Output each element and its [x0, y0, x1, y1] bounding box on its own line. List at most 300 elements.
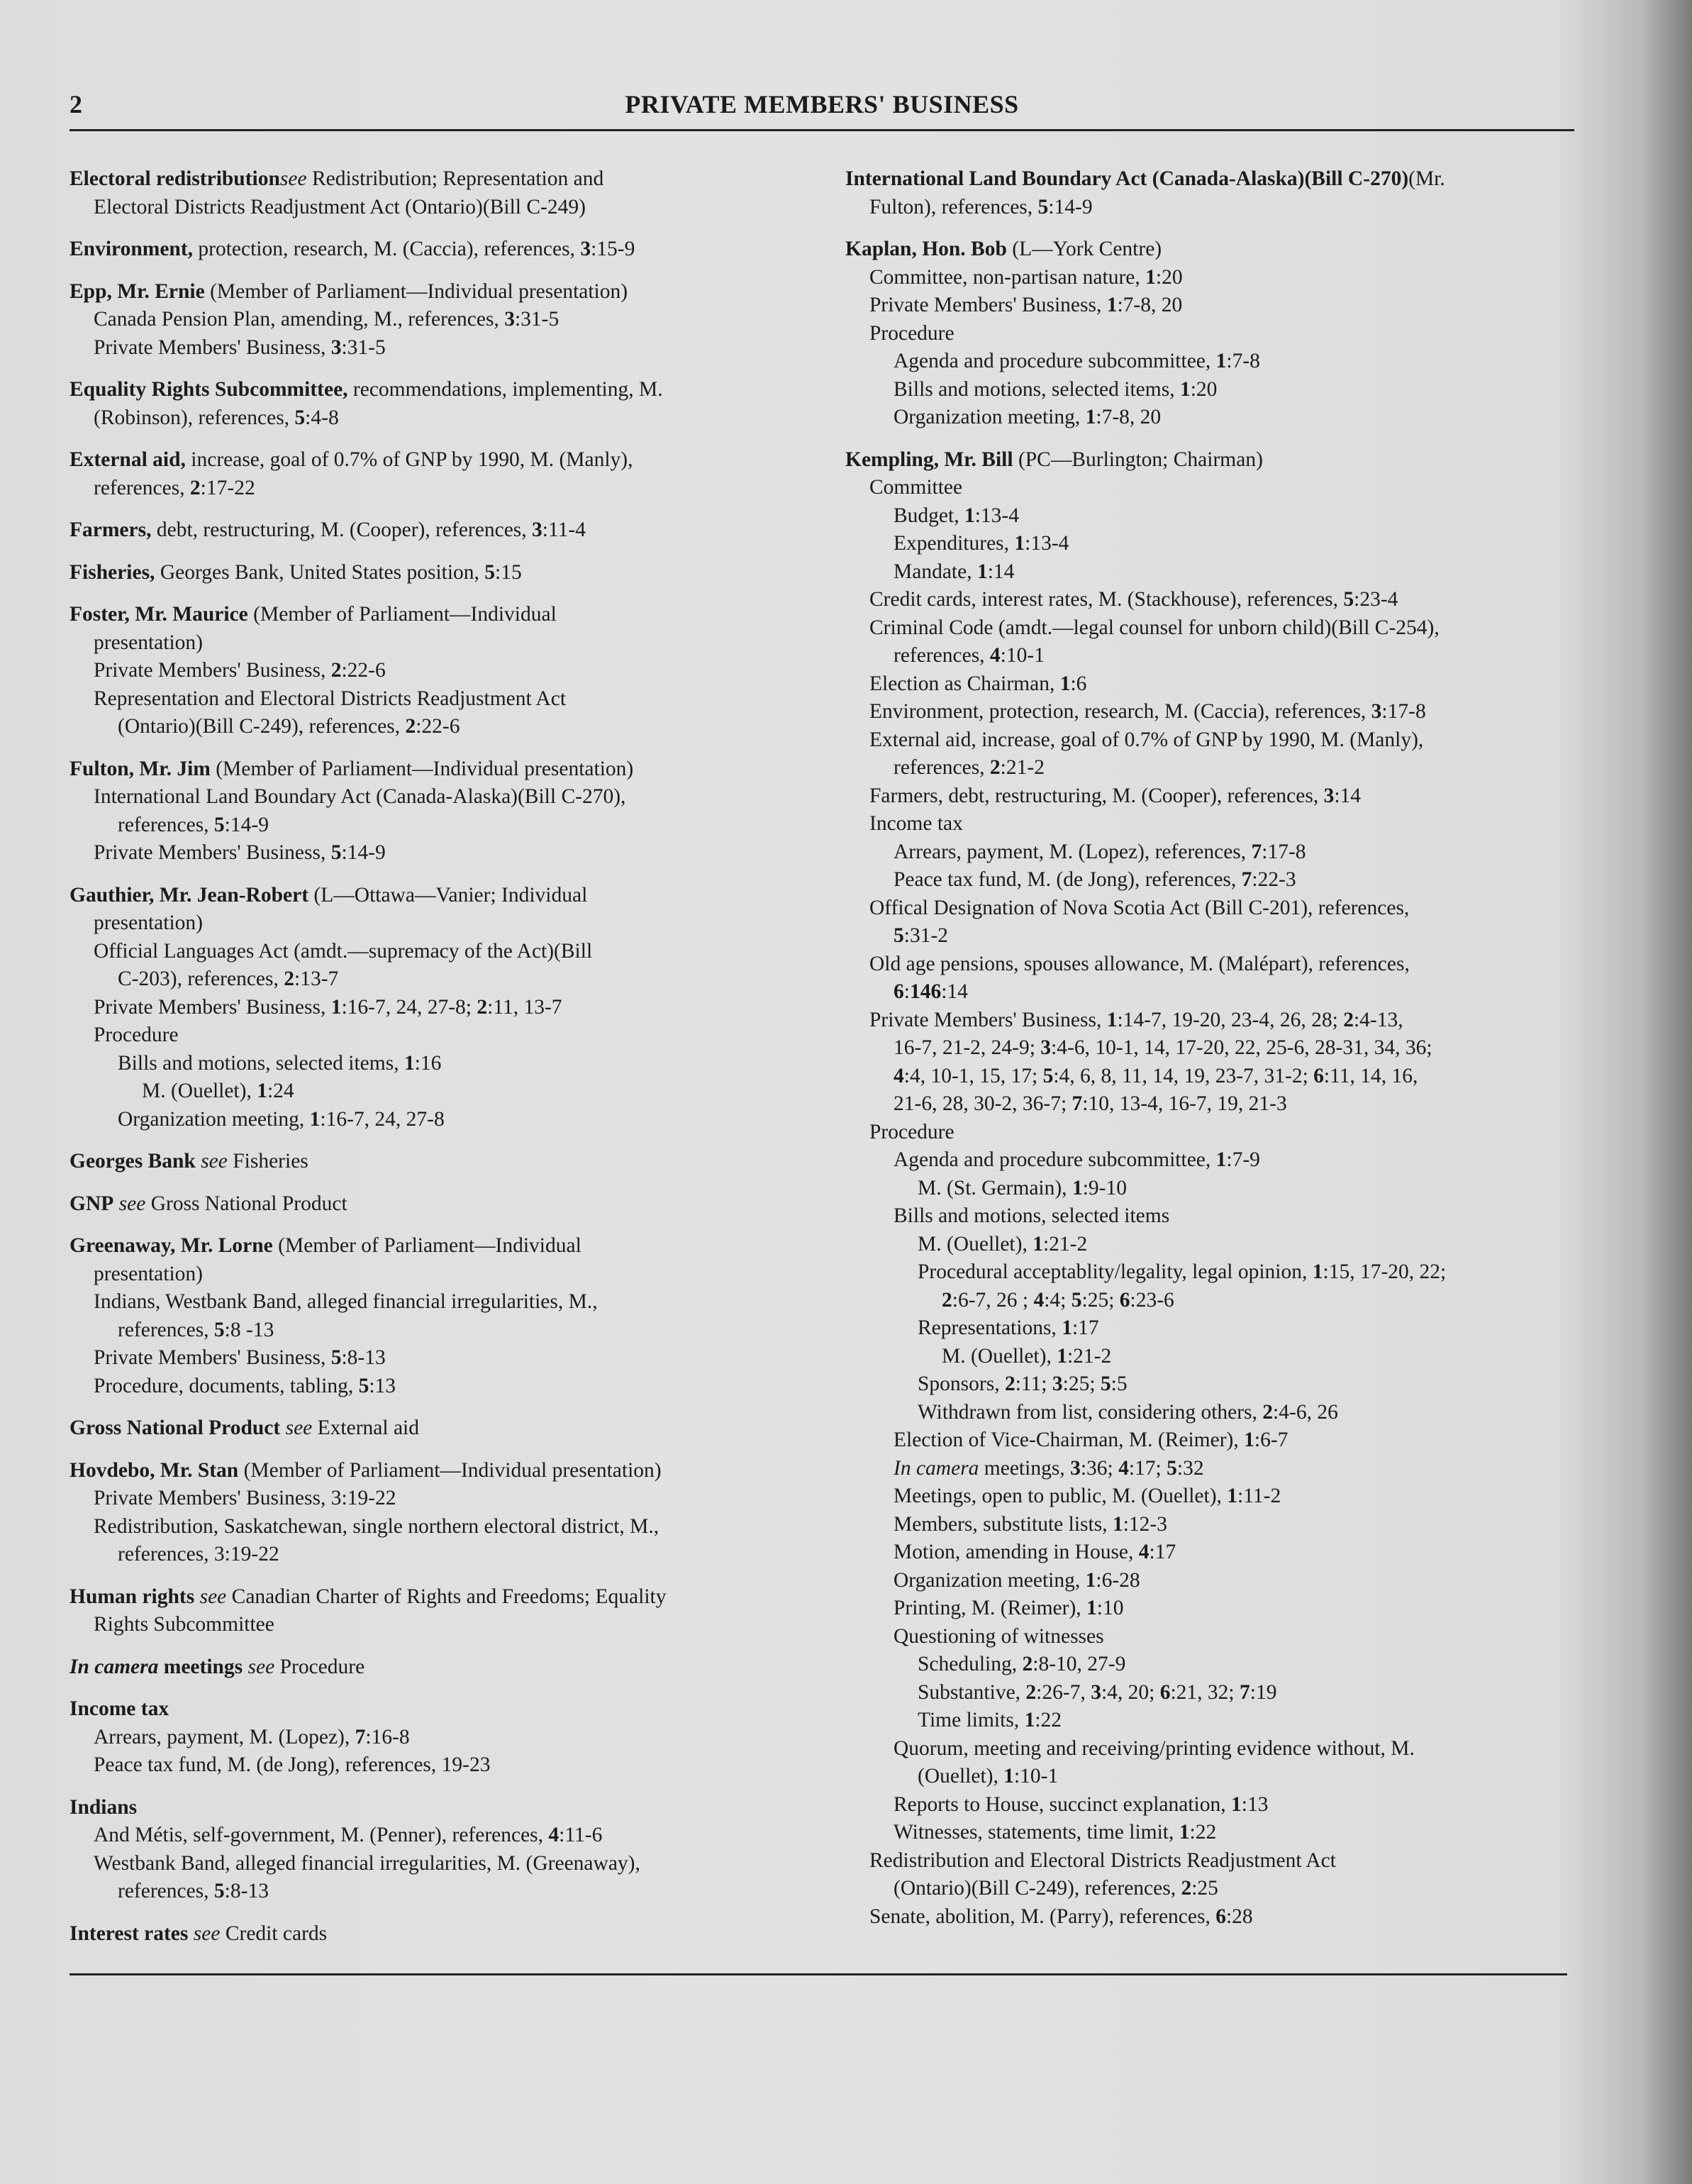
text-run: External aid,	[69, 448, 186, 471]
text-run: :7-9	[1226, 1148, 1260, 1171]
text-run: 3	[1070, 1456, 1081, 1480]
index-entry	[69, 882, 821, 1134]
text-run: 1	[1231, 1792, 1242, 1816]
index-subentry-line	[845, 726, 1583, 755]
index-entry	[69, 559, 821, 587]
index-subentry-line	[845, 866, 1583, 894]
index-subentry-line	[845, 1399, 1583, 1427]
index-entry	[845, 165, 1583, 221]
text-run: :11, 13-7	[487, 995, 562, 1019]
index-heading-line	[69, 1653, 821, 1682]
text-run: 1	[1003, 1765, 1014, 1787]
text-run: :10-1	[1013, 1765, 1059, 1787]
text-run: Foster, Mr. Maurice	[69, 603, 248, 626]
text-run: :23-6	[1130, 1288, 1174, 1312]
text-run: Members, substitute lists,	[894, 1512, 1113, 1536]
text-run: :4, 10-1, 15, 17;	[903, 1064, 1043, 1087]
text-run: :21-2	[1042, 1232, 1088, 1255]
index-entry	[69, 1794, 821, 1906]
text-run: 2	[989, 756, 1001, 779]
text-run: 1	[1215, 1148, 1227, 1171]
text-run: Income tax	[69, 1697, 169, 1720]
text-run: Private Members' Business, 3:19-22	[94, 1487, 396, 1509]
index-entry	[69, 1583, 821, 1639]
text-run: Bills and motions, selected items,	[894, 377, 1180, 401]
text-run: C-203), references,	[118, 968, 284, 990]
text-run: :10	[1096, 1597, 1124, 1619]
text-run: Committee, non-partisan nature,	[869, 265, 1146, 289]
index-entry	[69, 1457, 821, 1569]
index-subentry-line	[845, 1511, 1583, 1539]
text-run: Kaplan, Hon. Bob	[845, 238, 1007, 260]
text-run: 5	[330, 841, 342, 864]
text-run: 4	[1118, 1456, 1129, 1480]
index-subentry-line	[845, 1287, 1583, 1315]
index-heading-line	[69, 1794, 821, 1822]
text-run: 1	[1179, 377, 1191, 401]
index-subentry-line	[69, 1106, 821, 1134]
index-subentry-line	[845, 1034, 1583, 1063]
text-run: :22-6	[341, 659, 386, 682]
text-run: :11-4	[542, 519, 586, 541]
index-subentry-line	[845, 614, 1583, 643]
index-subentry-line	[845, 320, 1583, 348]
index-subentry-line	[845, 642, 1583, 670]
text-run: 1	[403, 1051, 415, 1075]
index-heading-line	[69, 278, 821, 306]
index-subentry-line	[69, 685, 821, 714]
text-run: External aid	[312, 1417, 419, 1439]
text-run: 2	[1022, 1653, 1033, 1675]
text-run: :14	[1334, 784, 1362, 807]
text-run: 1	[1179, 1821, 1190, 1844]
text-run: (Member of Parliament—Individual	[272, 1234, 581, 1257]
index-heading-line	[69, 1190, 821, 1219]
text-run: Scheduling,	[918, 1653, 1023, 1675]
text-run: 3	[1052, 1373, 1063, 1395]
index-heading-line	[845, 446, 1583, 475]
text-run: :7-8, 20	[1117, 294, 1183, 316]
index-subentry-line	[69, 1611, 821, 1639]
index-heading-line	[69, 882, 821, 910]
text-run: :6-28	[1096, 1568, 1140, 1592]
text-run: Motion, amending in House,	[894, 1541, 1139, 1563]
text-run: Greenaway, Mr. Lorne	[69, 1234, 273, 1257]
text-run: (Ontario)(Bill C-249), references,	[118, 715, 406, 738]
text-run: Old age pensions, spouses allowance, M. (Malépart), references,	[869, 952, 1410, 975]
index-subentry-line	[845, 670, 1583, 699]
index-subentry-line	[69, 909, 821, 938]
index-subentry-line	[69, 1344, 821, 1373]
index-subentry-line	[845, 1007, 1583, 1035]
text-run: 5	[213, 1318, 225, 1341]
text-run: :16	[414, 1051, 442, 1075]
index-subentry-line	[845, 1175, 1583, 1203]
text-run: 1	[976, 560, 988, 583]
index-subentry-line	[69, 306, 821, 334]
text-run: :8 -13	[224, 1318, 274, 1341]
index-subentry-line	[845, 1875, 1583, 1903]
text-run: Organization meeting,	[118, 1107, 310, 1131]
text-run: references,	[118, 813, 214, 836]
index-subentry-line	[845, 1258, 1583, 1287]
index-entry	[69, 755, 821, 867]
text-run: :14	[941, 980, 968, 1003]
index-heading-line	[69, 446, 821, 475]
text-run: In camera	[894, 1456, 979, 1480]
index-subentry-line	[845, 348, 1583, 376]
index-subentry-line	[69, 1724, 821, 1752]
index-entry	[845, 235, 1583, 432]
index-heading-line	[69, 1920, 821, 1949]
index-subentry-line	[69, 1850, 821, 1878]
text-run: Arrears, payment, M. (Lopez),	[94, 1725, 355, 1748]
text-run: :17-8	[1262, 840, 1306, 863]
text-run: Peace tax fund, M. (de Jong), references, 19-23	[94, 1753, 491, 1776]
text-run: M. (Ouellet),	[918, 1232, 1033, 1255]
text-run: :22	[1035, 1709, 1062, 1731]
text-run: see	[279, 167, 307, 190]
text-run: :20	[1155, 265, 1183, 289]
text-run: :22-6	[416, 715, 460, 738]
text-run: :31-5	[341, 336, 386, 359]
text-run: :17-8	[1381, 700, 1426, 723]
text-run: :11;	[1015, 1373, 1052, 1395]
text-run: Meetings, open to public, M. (Ouellet),	[894, 1485, 1228, 1507]
text-run: Fulton), references,	[869, 195, 1038, 218]
index-subentry-line	[845, 1426, 1583, 1455]
index-subentry-line	[69, 1317, 821, 1345]
index-heading-line	[69, 1583, 821, 1612]
text-run: :14-7, 19-20, 23-4, 26, 28;	[1117, 1008, 1344, 1031]
text-run: 3	[1371, 700, 1382, 723]
text-run: 146	[909, 980, 942, 1003]
text-run: (Robinson), references,	[94, 406, 295, 429]
index-subentry-line	[69, 1288, 821, 1317]
text-run: Interest rates	[69, 1922, 189, 1945]
index-subentry-line	[69, 1541, 821, 1569]
text-run: references,	[118, 1880, 214, 1902]
text-run: Kempling, Mr. Bill	[845, 448, 1013, 471]
index-subentry-line	[845, 1202, 1583, 1231]
text-run: Quorum, meeting and receiving/printing evidence without, M.	[894, 1736, 1415, 1760]
index-entry	[69, 516, 821, 545]
index-heading-line	[69, 755, 821, 784]
text-run: Procedure, documents, tabling,	[94, 1374, 359, 1397]
text-run: recommendations, implementing, M.	[347, 378, 663, 401]
index-entry	[69, 1190, 821, 1219]
text-run: 1	[1244, 1429, 1254, 1451]
text-run: Criminal Code (amdt.—legal counsel for unborn child)(Bill C-254),	[869, 616, 1440, 639]
text-run: Bills and motions, selected items,	[118, 1051, 404, 1075]
text-run: Fulton, Mr. Jim	[69, 757, 211, 780]
text-run: 6	[894, 980, 904, 1003]
text-run: :25;	[1081, 1288, 1120, 1312]
index-subentry-line	[845, 810, 1583, 838]
index-heading-line	[845, 235, 1583, 264]
text-run: :4;	[1044, 1288, 1072, 1312]
header-rule	[69, 129, 1574, 131]
text-run: 1	[1227, 1485, 1238, 1507]
text-run: Procedure	[274, 1655, 365, 1678]
text-run: :6	[1070, 672, 1087, 695]
text-run: Electoral redistribution	[69, 167, 280, 190]
index-subentry-line	[845, 950, 1583, 979]
text-run: 2	[330, 659, 342, 682]
text-run: 2	[477, 995, 488, 1019]
index-column-left	[69, 165, 821, 1962]
text-run: 7	[1240, 1680, 1250, 1704]
index-subentry-line	[845, 1090, 1583, 1119]
index-subentry-line	[845, 782, 1583, 811]
index-subentry-line	[845, 1119, 1583, 1147]
text-run: (Member of Parliament—Individual	[247, 603, 557, 626]
index-subentry-line	[845, 1539, 1583, 1567]
text-run: :14-9	[341, 841, 386, 864]
index-subentry-line	[69, 1513, 821, 1541]
text-run: 1	[1014, 532, 1025, 555]
text-run: :12-3	[1123, 1512, 1167, 1536]
index-subentry-line	[845, 1651, 1583, 1679]
text-run: :21, 32;	[1170, 1680, 1240, 1704]
index-subentry-line	[845, 530, 1583, 558]
footer-rule	[69, 1973, 1567, 1975]
text-run: 3	[1091, 1680, 1101, 1704]
text-run: Organization meeting,	[894, 1568, 1086, 1592]
text-run: Election of Vice-Chairman, M. (Reimer),	[894, 1429, 1245, 1451]
text-run: (L—York Centre)	[1006, 238, 1162, 260]
text-run: 3	[504, 308, 515, 331]
index-entry	[69, 376, 821, 432]
text-run: :16-7, 24, 27-8	[320, 1107, 445, 1131]
index-heading-line	[69, 1457, 821, 1485]
text-run: Budget,	[894, 504, 964, 527]
text-run: 1	[1057, 1344, 1067, 1368]
text-run: Committee	[869, 476, 963, 499]
index-subentry-line	[845, 376, 1583, 404]
text-run: Agenda and procedure subcommittee,	[894, 350, 1216, 372]
text-run: 7	[355, 1725, 366, 1748]
text-run: see	[280, 1417, 313, 1439]
text-run: Witnesses, statements, time limit,	[894, 1821, 1179, 1844]
text-run: :6-7	[1254, 1429, 1289, 1451]
text-run: 5	[213, 813, 225, 836]
index-subentry-line	[69, 1751, 821, 1780]
text-run: :9-10	[1082, 1176, 1127, 1199]
text-run: :19	[1249, 1680, 1277, 1704]
text-run: Income tax	[869, 812, 963, 835]
text-run: Farmers,	[69, 519, 152, 541]
text-run: Redistribution; Representation and	[306, 167, 604, 190]
text-run: :4-6, 10-1, 14, 17-20, 22, 25-6, 28-31, 34, 36;	[1051, 1036, 1432, 1059]
text-run: 2	[1004, 1373, 1015, 1395]
text-run: Electoral Districts Readjustment Act (Ontario)(Bill C-249)	[94, 195, 586, 218]
text-run: 1	[309, 1107, 321, 1131]
text-run: 7	[1241, 868, 1252, 891]
text-run: Farmers, debt, restructuring, M. (Cooper), references,	[869, 784, 1324, 807]
index-entry	[69, 1695, 821, 1780]
index-column-right	[845, 165, 1583, 1945]
index-heading-line	[69, 235, 821, 264]
text-run: see	[195, 1150, 228, 1173]
text-run: :4-13,	[1353, 1008, 1403, 1031]
index-subentry-line	[845, 1063, 1583, 1091]
text-run: presentation)	[94, 911, 203, 934]
text-run: references,	[894, 644, 990, 667]
text-run: references,	[894, 756, 990, 779]
index-heading-line	[69, 601, 821, 629]
text-run: Official Languages Act (amdt.—supremacy of the Act)(Bill	[94, 939, 593, 963]
text-run: Representation and Electoral Districts Readjustment Act	[94, 687, 567, 710]
text-run: (Member of Parliament—Individual presentation)	[210, 757, 634, 780]
text-run: Organization meeting,	[894, 406, 1086, 428]
text-run: Private Members' Business,	[869, 294, 1107, 316]
text-run: Gross National Product	[69, 1417, 281, 1439]
text-run: Private Members' Business,	[94, 841, 331, 864]
index-entry	[69, 165, 821, 221]
index-subentry-line	[845, 586, 1583, 614]
text-run: Fisheries	[227, 1150, 308, 1173]
index-subentry-line	[69, 783, 821, 811]
index-subentry-line	[845, 838, 1583, 867]
index-subentry-line	[845, 1679, 1583, 1707]
text-run: 6	[1159, 1680, 1171, 1704]
text-run: 5	[1343, 588, 1354, 611]
text-run: Substantive,	[918, 1680, 1026, 1704]
text-run: Time limits,	[918, 1709, 1025, 1731]
text-run: GNP	[69, 1192, 114, 1215]
text-run: protection, research, M. (Caccia), references,	[193, 238, 581, 260]
index-entry	[69, 1414, 821, 1443]
text-run: And Métis, self-government, M. (Penner), references,	[94, 1824, 549, 1846]
text-run: :4, 6, 8, 11, 14, 19, 23-7, 31-2;	[1053, 1064, 1314, 1087]
text-run: :26-7,	[1036, 1680, 1091, 1704]
text-run: Private Members' Business,	[94, 336, 331, 359]
page-number: 2	[69, 90, 82, 118]
text-run: Procedure	[94, 1024, 179, 1046]
text-run: Environment,	[69, 238, 194, 260]
text-run: :31-5	[514, 308, 560, 331]
text-run: 1	[1059, 672, 1071, 695]
index-subentry-line	[69, 629, 821, 658]
text-run: Election as Chairman,	[869, 672, 1060, 695]
text-run: (Ontario)(Bill C-249), references,	[894, 1877, 1181, 1900]
text-run: 5	[330, 1346, 342, 1369]
text-run: Private Members' Business,	[94, 995, 331, 1019]
text-run: Indians	[69, 1795, 138, 1819]
index-subentry-line	[845, 292, 1583, 320]
text-run: 3	[580, 238, 591, 260]
text-run: M. (Ouellet),	[142, 1080, 257, 1102]
text-run: Fisheries,	[69, 560, 155, 584]
text-run: (Member of Parliament—Individual presentation)	[204, 279, 628, 303]
text-run: Redistribution, Saskatchewan, single northern electoral district, M.,	[94, 1514, 659, 1538]
text-run: Rights Subcommittee	[94, 1613, 274, 1636]
text-run: Sponsors,	[918, 1373, 1005, 1395]
text-run: Private Members' Business,	[94, 659, 331, 682]
text-run: 1	[1312, 1260, 1323, 1283]
index-heading-line	[69, 1148, 821, 1176]
text-run: 1	[1112, 1512, 1123, 1536]
index-subentry-line	[845, 1791, 1583, 1819]
index-subentry-line	[69, 334, 821, 362]
index-subentry-line	[69, 811, 821, 840]
index-subentry-line	[845, 404, 1583, 432]
text-run: Procedural acceptablity/legality, legal opinion,	[918, 1260, 1313, 1283]
index-subentry-line	[845, 194, 1583, 222]
text-run: Environment, protection, research, M. (Caccia), references,	[869, 700, 1371, 723]
text-run: 2	[405, 715, 416, 738]
text-run: :16-8	[365, 1725, 410, 1748]
text-run: 4	[894, 1064, 904, 1087]
index-subentry-line	[69, 994, 821, 1022]
text-run: 1	[1106, 1008, 1118, 1031]
text-run: 21-6, 28, 30-2, 36-7;	[894, 1092, 1072, 1115]
index-subentry-line	[69, 657, 821, 685]
text-run: 5	[1071, 1288, 1082, 1312]
text-run: :13-7	[294, 968, 339, 990]
index-subentry-line	[69, 1485, 821, 1513]
text-run: Offical Designation of Nova Scotia Act (Bill C-201), references,	[869, 896, 1410, 919]
index-subentry-line	[845, 978, 1583, 1007]
text-run: 5	[1042, 1064, 1054, 1087]
index-entry	[69, 446, 821, 502]
page-title: PRIVATE MEMBERS' BUSINESS	[625, 90, 1019, 118]
text-run: :21-2	[1000, 756, 1045, 779]
index-subentry-line	[69, 404, 821, 433]
index-entry	[69, 278, 821, 362]
index-entry	[845, 446, 1583, 1931]
index-entry	[69, 1653, 821, 1682]
index-entry	[69, 1920, 821, 1949]
text-run: see	[113, 1192, 146, 1215]
text-run: 5	[358, 1374, 369, 1397]
text-run: 2	[1181, 1877, 1192, 1900]
text-run: Credit cards	[220, 1922, 328, 1945]
index-entry	[69, 1232, 821, 1400]
text-run: 1	[330, 995, 342, 1019]
text-run: :15-9	[591, 238, 635, 260]
index-subentry-line	[845, 1623, 1583, 1651]
text-run: :8-13	[224, 1880, 269, 1902]
index-subentry-line	[69, 1373, 821, 1401]
text-run: Printing, M. (Reimer),	[894, 1597, 1087, 1619]
text-run: 6	[1215, 1905, 1226, 1928]
text-run: :7-8	[1226, 350, 1260, 372]
index-heading-line	[69, 1695, 821, 1724]
text-run: 4	[1138, 1541, 1150, 1563]
text-run: :7-8, 20	[1096, 406, 1162, 428]
text-run: 3	[532, 519, 542, 541]
text-run: :	[903, 980, 910, 1003]
text-run: :14-9	[224, 813, 269, 836]
text-run: M. (Ouellet),	[942, 1344, 1057, 1368]
text-run: 4	[989, 644, 1001, 667]
index-subentry-line	[845, 1763, 1583, 1791]
index-subentry-line	[69, 713, 821, 741]
text-run: 1	[257, 1080, 267, 1102]
text-run: 1	[1106, 294, 1118, 316]
text-run: :15	[495, 560, 522, 584]
index-subentry-line	[845, 1455, 1583, 1483]
index-heading-line	[69, 376, 821, 404]
text-run: :6-7, 26 ;	[952, 1288, 1034, 1312]
text-run: Equality Rights Subcommittee,	[69, 378, 348, 401]
text-run: International Land Boundary Act (Canada-Alaska)(Bill C-270)	[845, 167, 1409, 190]
text-run: 5	[294, 406, 306, 429]
text-run: M. (St. Germain),	[918, 1176, 1072, 1199]
index-subentry-line	[69, 1077, 821, 1106]
